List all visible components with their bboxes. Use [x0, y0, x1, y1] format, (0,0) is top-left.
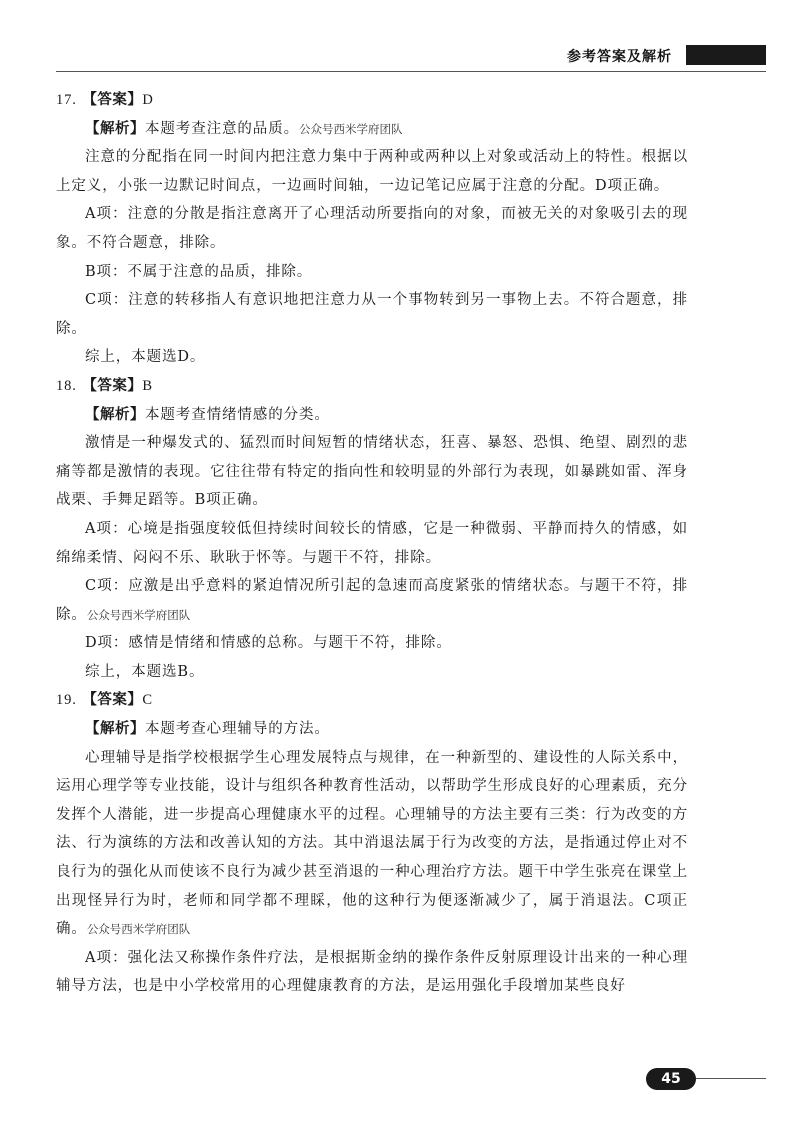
header-rule — [56, 71, 766, 72]
q17-paragraph-4: C项：注意的转移指人有意识地把注意力从一个事物转到另一事物上去。不符合题意，排除。 — [56, 292, 688, 337]
q18-number: 18. — [56, 377, 77, 394]
q18-paragraph-3-line — [56, 572, 688, 629]
q19-answer-line — [56, 686, 688, 715]
page-number: 45 — [646, 1068, 696, 1090]
footer-rule — [696, 1078, 766, 1079]
q18-analysis: 本题考查情绪情感的分类。 — [145, 406, 330, 423]
q18-answer-tag: 【答案】 — [82, 377, 143, 394]
q19-analysis-line — [56, 715, 688, 744]
q17-answer: D — [142, 92, 154, 108]
page-header — [0, 38, 800, 78]
q18-analysis-line — [56, 401, 688, 430]
q18-paragraph-3: C项：应激是出乎意料的紧迫情况所引起的急速而高度紧张的情绪状态。与题干不符，排除。 — [56, 578, 688, 623]
q19-answer-tag: 【答案】 — [82, 692, 143, 709]
q19-number: 19. — [56, 692, 77, 709]
page-footer — [0, 1066, 800, 1096]
answer-content — [56, 86, 688, 1001]
q19-paragraph-2: A项：强化法又称操作条件疗法，是根据斯金纳的操作条件反射原理设计出来的一种心理辅导方法，也是中小学校常用的心理健康教育的方法，是运用强化手段增加某些良好 — [56, 949, 688, 995]
q18-analysis-tag: 【解析】 — [85, 406, 145, 423]
header-title: 参考答案及解析 — [567, 49, 672, 65]
q18-answer: B — [142, 377, 153, 394]
q17-conclusion: 综上，本题选D。 — [85, 349, 206, 366]
q19-analysis: 本题考查心理辅导的方法。 — [145, 721, 330, 738]
q19-paragraph-1: 心理辅导是指学校根据学生心理发展特点与规律，在一种新型的、建设性的人际关系中，运用心理学等专业技能，设计与组织各种教育性活动，以帮助学生形成良好的心理素质，充分发挥个人潜能，进一步提高心理健康水平的过程。心理辅导的方法主要有三类：行为改变的方法、行为演练的方法和改善认知的方法。其中消退法属于行为改变的方法，是指通过停止对不良行为的强化从而使该不良行为减少甚至消退的一种心理治疗方法。题干中学生张亮在课堂上出现怪异行为时，老师和同学都不理睬，他的这种行为便逐渐减少了，属于消退法。C项正确。 — [56, 749, 688, 938]
q19-analysis-tag: 【解析】 — [85, 721, 145, 738]
q17-answer-line — [56, 86, 688, 115]
q18-paragraph-1: 激情是一种爆发式的、猛烈而时间短暂的情绪状态，狂喜、暴怒、恐惧、绝望、剧烈的悲痛等都是激情的表现。它往往带有特定的指向性和较明显的外部行为表现，如暴跳如雷、浑身战栗、手舞足蹈等。B项正确。 — [56, 435, 688, 509]
header-black-bar — [686, 45, 766, 65]
q17-paragraph-3: B项：不属于注意的品质，排除。 — [85, 263, 313, 280]
q18-watermark: 公众号西米学府团队 — [86, 607, 191, 622]
q18-conclusion: 综上，本题选B。 — [85, 663, 205, 680]
q17-number: 17. — [56, 92, 77, 108]
q17-analysis-line — [56, 115, 688, 144]
q19-answer: C — [142, 692, 153, 709]
q17-analysis: 本题考查注意的品质。 — [145, 120, 299, 137]
q17-analysis-tag: 【解析】 — [85, 120, 145, 137]
q18-answer-line — [56, 372, 688, 401]
q19-watermark: 公众号西米学府团队 — [86, 922, 191, 937]
q19-paragraph-1-line — [56, 744, 688, 944]
q18-paragraph-4: D项：感情是情绪和情感的总称。与题干不符，排除。 — [85, 635, 452, 652]
q17-paragraph-1: 注意的分配指在同一时间内把注意力集中于两种或两种以上对象或活动上的特性。根据以上定义，小张一边默记时间点，一边画时间轴，一边记笔记应属于注意的分配。D项正确。 — [56, 149, 688, 194]
q18-paragraph-2: A项：心境是指强度较低但持续时间较长的情感，它是一种微弱、平静而持久的情感，如绵绵柔情、闷闷不乐、耿耿于怀等。与题干不符，排除。 — [56, 520, 688, 566]
q17-watermark: 公众号西米学府团队 — [299, 121, 403, 136]
q17-answer-tag: 【答案】 — [82, 92, 143, 108]
q17-paragraph-2: A项：注意的分散是指注意离开了心理活动所要指向的对象，而被无关的对象吸引去的现象。不符合题意，排除。 — [56, 206, 688, 251]
